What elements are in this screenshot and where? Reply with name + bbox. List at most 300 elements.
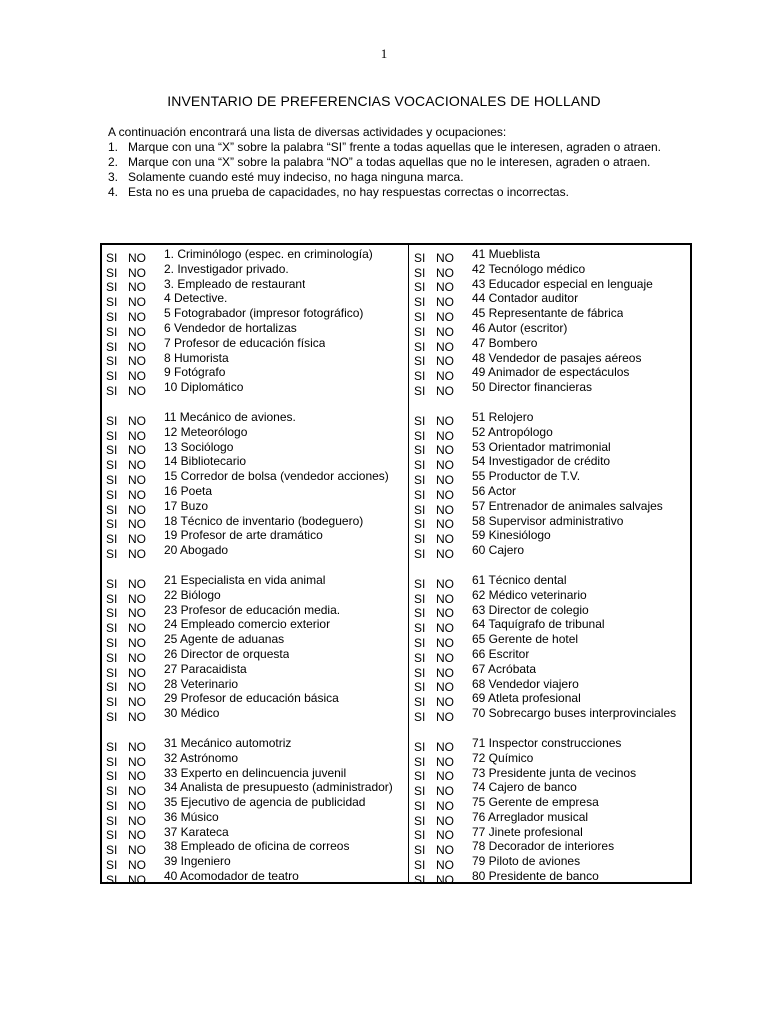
si-option[interactable]: SI <box>414 532 426 547</box>
si-option[interactable]: SI <box>414 309 426 324</box>
no-option[interactable]: NO <box>436 517 454 532</box>
occupation-row <box>414 424 690 443</box>
no-option[interactable]: NO <box>128 309 146 324</box>
occupation-label: 77 Jinete profesional <box>472 824 583 839</box>
occupation-label: 52 Antropólogo <box>472 424 553 439</box>
si-option[interactable]: SI <box>414 428 426 443</box>
occupation-label: 65 Gerente de hotel <box>472 632 579 647</box>
si-option[interactable]: SI <box>106 354 118 369</box>
si-option[interactable]: SI <box>414 339 426 354</box>
occupation-label: 51 Relojero <box>472 409 534 424</box>
si-option[interactable]: SI <box>106 487 118 502</box>
si-option[interactable]: SI <box>106 532 118 547</box>
si-option[interactable]: SI <box>414 695 426 710</box>
no-option[interactable]: NO <box>436 828 454 843</box>
no-option[interactable]: NO <box>128 324 146 339</box>
si-option[interactable]: SI <box>106 606 118 621</box>
si-option[interactable]: SI <box>414 576 426 591</box>
si-option[interactable]: SI <box>106 413 118 428</box>
occupation-row <box>414 869 690 887</box>
si-option[interactable]: SI <box>414 413 426 428</box>
occupation-label: 41 Mueblista <box>472 247 541 261</box>
occupation-row <box>106 735 406 754</box>
occupation-row <box>106 291 406 310</box>
si-option[interactable]: SI <box>106 872 118 887</box>
occupation-label: 69 Atleta profesional <box>472 691 581 706</box>
occupation-label: 13 Sociólogo <box>164 439 234 454</box>
no-option[interactable]: NO <box>128 591 146 606</box>
occupation-row <box>414 409 690 428</box>
no-option[interactable]: NO <box>436 754 454 769</box>
instruction-item <box>108 185 661 200</box>
si-option[interactable]: SI <box>414 250 426 265</box>
no-option[interactable]: NO <box>128 472 146 487</box>
no-option[interactable]: NO <box>128 621 146 636</box>
occupation-label: 59 Kinesiólogo <box>472 528 551 543</box>
no-option[interactable]: NO <box>436 680 454 695</box>
si-option[interactable]: SI <box>106 458 118 473</box>
no-option[interactable]: NO <box>436 265 454 280</box>
occupation-label: 62 Médico veterinario <box>472 587 587 602</box>
no-option[interactable]: NO <box>128 546 146 561</box>
no-option[interactable]: NO <box>436 339 454 354</box>
occupation-row <box>106 528 406 547</box>
no-option[interactable]: NO <box>436 354 454 369</box>
no-option[interactable]: NO <box>128 532 146 547</box>
si-option[interactable]: SI <box>414 680 426 695</box>
si-option[interactable]: SI <box>106 813 118 828</box>
occupation-label: 74 Cajero de banco <box>472 780 577 795</box>
si-option[interactable]: SI <box>414 709 426 724</box>
no-option[interactable]: NO <box>436 443 454 458</box>
no-option[interactable]: NO <box>436 709 454 724</box>
no-option[interactable]: NO <box>436 458 454 473</box>
occupation-label: 43 Educador especial en lenguaje <box>472 276 653 291</box>
no-option[interactable]: NO <box>436 413 454 428</box>
si-option[interactable]: SI <box>106 858 118 873</box>
occupation-row <box>106 335 406 354</box>
occupation-row <box>414 646 690 665</box>
occupation-label: 24 Empleado comercio exterior <box>164 617 331 632</box>
occupation-row <box>414 809 690 828</box>
occupation-row <box>414 617 690 636</box>
occupation-label: 57 Entrenador de animales salvajes <box>472 498 663 513</box>
occupation-row <box>106 646 406 665</box>
no-option[interactable]: NO <box>128 709 146 724</box>
occupation-row <box>106 572 406 591</box>
occupation-label: 32 Astrónomo <box>164 750 239 765</box>
no-option[interactable]: NO <box>128 769 146 784</box>
si-option[interactable]: SI <box>106 650 118 665</box>
si-option[interactable]: SI <box>414 295 426 310</box>
no-option[interactable]: NO <box>436 665 454 680</box>
no-option[interactable]: NO <box>436 502 454 517</box>
occupation-row <box>106 691 406 710</box>
no-option[interactable]: NO <box>128 872 146 887</box>
no-option[interactable]: NO <box>128 828 146 843</box>
si-option[interactable]: SI <box>414 858 426 873</box>
occupation-row <box>106 276 406 295</box>
no-option[interactable]: NO <box>436 650 454 665</box>
si-option[interactable]: SI <box>414 635 426 650</box>
si-option[interactable]: SI <box>106 665 118 680</box>
occupation-label: 4 Detective. <box>164 291 228 306</box>
si-option[interactable]: SI <box>106 250 118 265</box>
occupation-row <box>414 469 690 487</box>
si-option[interactable]: SI <box>106 280 118 295</box>
instruction-item <box>108 170 661 185</box>
occupation-label: 45 Representante de fábrica <box>472 306 624 321</box>
occupation-row <box>414 765 690 784</box>
si-option[interactable]: SI <box>106 428 118 443</box>
instruction-text: Esta no es una prueba de capacidades, no hay respuestas correctas o incorrectas. <box>128 185 569 199</box>
si-option[interactable]: SI <box>414 872 426 887</box>
occupation-row <box>106 602 406 621</box>
no-option[interactable]: NO <box>436 784 454 799</box>
occupation-row <box>414 247 690 265</box>
no-option[interactable]: NO <box>436 383 454 398</box>
no-option[interactable]: NO <box>128 443 146 458</box>
instruction-text: Marque con una “X” sobre la palabra “SI” frente a todas aquellas que le interesen, agraden o atraen. <box>128 140 661 154</box>
instruction-number: 1. <box>108 140 119 154</box>
no-option[interactable]: NO <box>436 798 454 813</box>
occupation-label: 33 Experto en delincuencia juvenil <box>164 765 347 780</box>
occupation-row <box>414 291 690 310</box>
occupation-label: 16 Poeta <box>164 483 213 498</box>
si-option[interactable]: SI <box>106 546 118 561</box>
occupation-row <box>414 513 690 532</box>
occupation-label: 3. Empleado de restaurant <box>164 276 306 291</box>
occupation-row <box>414 676 690 695</box>
occupation-label: 44 Contador auditor <box>472 291 579 306</box>
no-option[interactable]: NO <box>128 250 146 265</box>
occupation-table <box>100 243 692 887</box>
instruction-number: 3. <box>108 170 119 184</box>
occupation-row <box>106 809 406 828</box>
no-option[interactable]: NO <box>436 621 454 636</box>
occupation-row <box>414 306 690 324</box>
occupation-row <box>106 839 406 858</box>
no-option[interactable]: NO <box>436 309 454 324</box>
no-option[interactable]: NO <box>128 458 146 473</box>
si-option[interactable]: SI <box>414 591 426 606</box>
instruction-text: Solamente cuando esté muy indeciso, no haga ninguna marca. <box>128 170 464 184</box>
instruction-item <box>108 140 661 155</box>
si-option[interactable]: SI <box>414 769 426 784</box>
occupation-label: 39 Ingeniero <box>164 854 231 869</box>
si-option[interactable]: SI <box>106 324 118 339</box>
no-option[interactable]: NO <box>128 813 146 828</box>
no-option[interactable]: NO <box>128 576 146 591</box>
no-option[interactable]: NO <box>128 784 146 799</box>
no-option[interactable]: NO <box>128 739 146 754</box>
no-option[interactable]: NO <box>436 576 454 591</box>
si-option[interactable]: SI <box>106 502 118 517</box>
occupation-row <box>106 706 406 724</box>
no-option[interactable]: NO <box>436 843 454 858</box>
occupation-row <box>106 424 406 443</box>
no-option[interactable]: NO <box>128 798 146 813</box>
si-option[interactable]: SI <box>106 517 118 532</box>
no-option[interactable]: NO <box>436 546 454 561</box>
occupation-row <box>414 854 690 873</box>
occupation-label: 66 Escritor <box>472 646 530 661</box>
item-group <box>414 735 690 887</box>
no-option[interactable]: NO <box>128 280 146 295</box>
occupation-label: 9 Fotógrafo <box>164 365 226 380</box>
no-option[interactable]: NO <box>436 532 454 547</box>
no-option[interactable]: NO <box>128 517 146 532</box>
occupation-label: 49 Animador de espectáculos <box>472 365 630 380</box>
occupation-label: 5 Fotograbador (impresor fotográfico) <box>164 306 364 321</box>
instructions-list <box>108 140 661 200</box>
occupation-row <box>106 469 406 487</box>
occupation-label: 58 Supervisor administrativo <box>472 513 624 528</box>
occupation-label: 11 Mecánico de aviones. <box>164 409 296 424</box>
occupation-row <box>414 454 690 473</box>
si-option[interactable]: SI <box>414 517 426 532</box>
occupation-label: 30 Médico <box>164 706 220 721</box>
si-option[interactable]: SI <box>106 472 118 487</box>
no-option[interactable]: NO <box>436 369 454 384</box>
occupation-row <box>106 409 406 428</box>
occupation-label: 15 Corredor de bolsa (vendedor acciones) <box>164 469 389 484</box>
si-option[interactable]: SI <box>106 709 118 724</box>
si-option[interactable]: SI <box>414 650 426 665</box>
occupation-row <box>414 528 690 547</box>
no-option[interactable]: NO <box>128 665 146 680</box>
occupation-label: 47 Bombero <box>472 335 538 350</box>
occupation-label: 79 Piloto de aviones <box>472 854 581 869</box>
occupation-row <box>414 706 690 724</box>
occupation-row <box>106 380 406 398</box>
occupation-label: 36 Músico <box>164 809 219 824</box>
si-option[interactable]: SI <box>106 695 118 710</box>
occupation-row <box>414 483 690 502</box>
no-option[interactable]: NO <box>128 487 146 502</box>
occupation-label: 76 Arreglador musical <box>472 809 589 824</box>
occupation-row <box>414 632 690 650</box>
instruction-number: 2. <box>108 155 119 169</box>
si-option[interactable]: SI <box>106 295 118 310</box>
no-option[interactable]: NO <box>436 295 454 310</box>
occupation-row <box>414 572 690 591</box>
occupation-label: 73 Presidente junta de vecinos <box>472 765 637 780</box>
occupation-row <box>106 780 406 799</box>
occupation-row <box>106 587 406 606</box>
occupation-label: 48 Vendedor de pasajes aéreos <box>472 350 642 365</box>
item-group <box>106 247 406 398</box>
no-option[interactable]: NO <box>436 635 454 650</box>
si-option[interactable]: SI <box>106 309 118 324</box>
si-option[interactable]: SI <box>106 621 118 636</box>
occupation-label: 12 Meteorólogo <box>164 424 248 439</box>
occupation-label: 61 Técnico dental <box>472 572 567 587</box>
no-option[interactable]: NO <box>128 680 146 695</box>
occupation-label: 56 Actor <box>472 483 517 498</box>
si-option[interactable]: SI <box>106 383 118 398</box>
no-option[interactable]: NO <box>128 650 146 665</box>
occupation-row <box>106 795 406 813</box>
no-option[interactable]: NO <box>436 813 454 828</box>
si-option[interactable]: SI <box>414 665 426 680</box>
occupation-row <box>414 380 690 398</box>
occupation-label: 7 Profesor de educación física <box>164 335 326 350</box>
no-option[interactable]: NO <box>436 872 454 887</box>
si-option[interactable]: SI <box>106 369 118 384</box>
occupation-row <box>414 735 690 754</box>
occupation-row <box>414 261 690 280</box>
occupation-label: 18 Técnico de inventario (bodeguero) <box>164 513 364 528</box>
right-column <box>414 247 690 899</box>
occupation-label: 70 Sobrecargo buses interprovinciales <box>472 706 677 721</box>
page-number: 1 <box>380 46 388 61</box>
occupation-label: 50 Director financieras <box>472 380 593 395</box>
occupation-row <box>106 617 406 636</box>
occupation-row <box>106 869 406 887</box>
instruction-number: 4. <box>108 185 119 199</box>
no-option[interactable]: NO <box>128 858 146 873</box>
occupation-row <box>414 795 690 813</box>
occupation-label: 23 Profesor de educación media. <box>164 602 341 617</box>
no-option[interactable]: NO <box>436 250 454 265</box>
no-option[interactable]: NO <box>128 413 146 428</box>
occupation-row <box>414 750 690 769</box>
no-option[interactable]: NO <box>128 843 146 858</box>
occupation-label: 8 Humorista <box>164 350 229 365</box>
si-option[interactable]: SI <box>106 739 118 754</box>
occupation-row <box>414 498 690 517</box>
si-option[interactable]: SI <box>106 843 118 858</box>
no-option[interactable]: NO <box>436 487 454 502</box>
occupation-label: 14 Bibliotecario <box>164 454 247 469</box>
no-option[interactable]: NO <box>436 769 454 784</box>
occupation-label: 26 Director de orquesta <box>164 646 290 661</box>
no-option[interactable]: NO <box>436 324 454 339</box>
no-option[interactable]: NO <box>128 383 146 398</box>
si-option[interactable]: SI <box>414 354 426 369</box>
instructions <box>108 125 661 200</box>
occupation-row <box>414 602 690 621</box>
item-group <box>414 247 690 398</box>
si-option[interactable]: SI <box>414 369 426 384</box>
item-group <box>414 409 690 561</box>
no-option[interactable]: NO <box>128 369 146 384</box>
no-option[interactable]: NO <box>128 695 146 710</box>
si-option[interactable]: SI <box>106 339 118 354</box>
si-option[interactable]: SI <box>106 635 118 650</box>
no-option[interactable]: NO <box>128 428 146 443</box>
occupation-row <box>106 350 406 369</box>
item-group <box>414 572 690 724</box>
si-option[interactable]: SI <box>106 828 118 843</box>
occupation-row <box>414 543 690 561</box>
si-option[interactable]: SI <box>106 769 118 784</box>
no-option[interactable]: NO <box>436 858 454 873</box>
occupation-row <box>106 498 406 517</box>
page-title: INVENTARIO DE PREFERENCIAS VOCACIONALES DE HOLLAND <box>167 93 601 109</box>
si-option[interactable]: SI <box>414 606 426 621</box>
left-column <box>106 247 406 899</box>
occupation-row <box>414 587 690 606</box>
si-option[interactable]: SI <box>106 680 118 695</box>
si-option[interactable]: SI <box>414 265 426 280</box>
si-option[interactable]: SI <box>414 828 426 843</box>
si-option[interactable]: SI <box>414 546 426 561</box>
si-option[interactable]: SI <box>414 813 426 828</box>
si-option[interactable]: SI <box>414 843 426 858</box>
no-option[interactable]: NO <box>128 354 146 369</box>
si-option[interactable]: SI <box>414 487 426 502</box>
occupation-label: 54 Investigador de crédito <box>472 454 611 469</box>
si-option[interactable]: SI <box>106 265 118 280</box>
occupation-row <box>414 335 690 354</box>
no-option[interactable]: NO <box>128 635 146 650</box>
si-option[interactable]: SI <box>414 784 426 799</box>
no-option[interactable]: NO <box>128 502 146 517</box>
si-option[interactable]: SI <box>414 280 426 295</box>
occupation-label: 71 Inspector construcciones <box>472 735 622 750</box>
si-option[interactable]: SI <box>414 621 426 636</box>
occupation-row <box>414 780 690 799</box>
no-option[interactable]: NO <box>436 695 454 710</box>
si-option[interactable]: SI <box>414 458 426 473</box>
si-option[interactable]: SI <box>106 754 118 769</box>
no-option[interactable]: NO <box>436 739 454 754</box>
occupation-row <box>106 632 406 650</box>
si-option[interactable]: SI <box>106 443 118 458</box>
si-option[interactable]: SI <box>414 739 426 754</box>
occupation-row <box>106 261 406 280</box>
occupation-label: 25 Agente de aduanas <box>164 632 285 647</box>
si-option[interactable]: SI <box>414 502 426 517</box>
occupation-label: 42 Tecnólogo médico <box>472 261 586 276</box>
occupation-row <box>106 543 406 561</box>
si-option[interactable]: SI <box>414 472 426 487</box>
si-option[interactable]: SI <box>414 443 426 458</box>
si-option[interactable]: SI <box>414 798 426 813</box>
no-option[interactable]: NO <box>128 754 146 769</box>
occupation-row <box>106 661 406 680</box>
no-option[interactable]: NO <box>436 472 454 487</box>
no-option[interactable]: NO <box>436 591 454 606</box>
si-option[interactable]: SI <box>106 798 118 813</box>
occupation-label: 27 Paracaidista <box>164 661 247 676</box>
si-option[interactable]: SI <box>414 383 426 398</box>
occupation-label: 75 Gerente de empresa <box>472 795 599 810</box>
si-option[interactable]: SI <box>106 576 118 591</box>
no-option[interactable]: NO <box>436 606 454 621</box>
occupation-label: 34 Analista de presupuesto (administrador) <box>164 780 393 795</box>
si-option[interactable]: SI <box>106 784 118 799</box>
occupation-row <box>106 750 406 769</box>
occupation-label: 53 Orientador matrimonial <box>472 439 611 454</box>
no-option[interactable]: NO <box>436 280 454 295</box>
si-option[interactable]: SI <box>414 754 426 769</box>
occupation-row <box>414 365 690 384</box>
no-option[interactable]: NO <box>436 428 454 443</box>
no-option[interactable]: NO <box>128 606 146 621</box>
no-option[interactable]: NO <box>128 339 146 354</box>
si-option[interactable]: SI <box>106 591 118 606</box>
si-option[interactable]: SI <box>414 324 426 339</box>
occupation-label: 68 Vendedor viajero <box>472 676 579 691</box>
occupation-row <box>106 676 406 695</box>
no-option[interactable]: NO <box>128 295 146 310</box>
occupation-label: 22 Biólogo <box>164 587 221 602</box>
instruction-item <box>108 155 661 170</box>
no-option[interactable]: NO <box>128 265 146 280</box>
